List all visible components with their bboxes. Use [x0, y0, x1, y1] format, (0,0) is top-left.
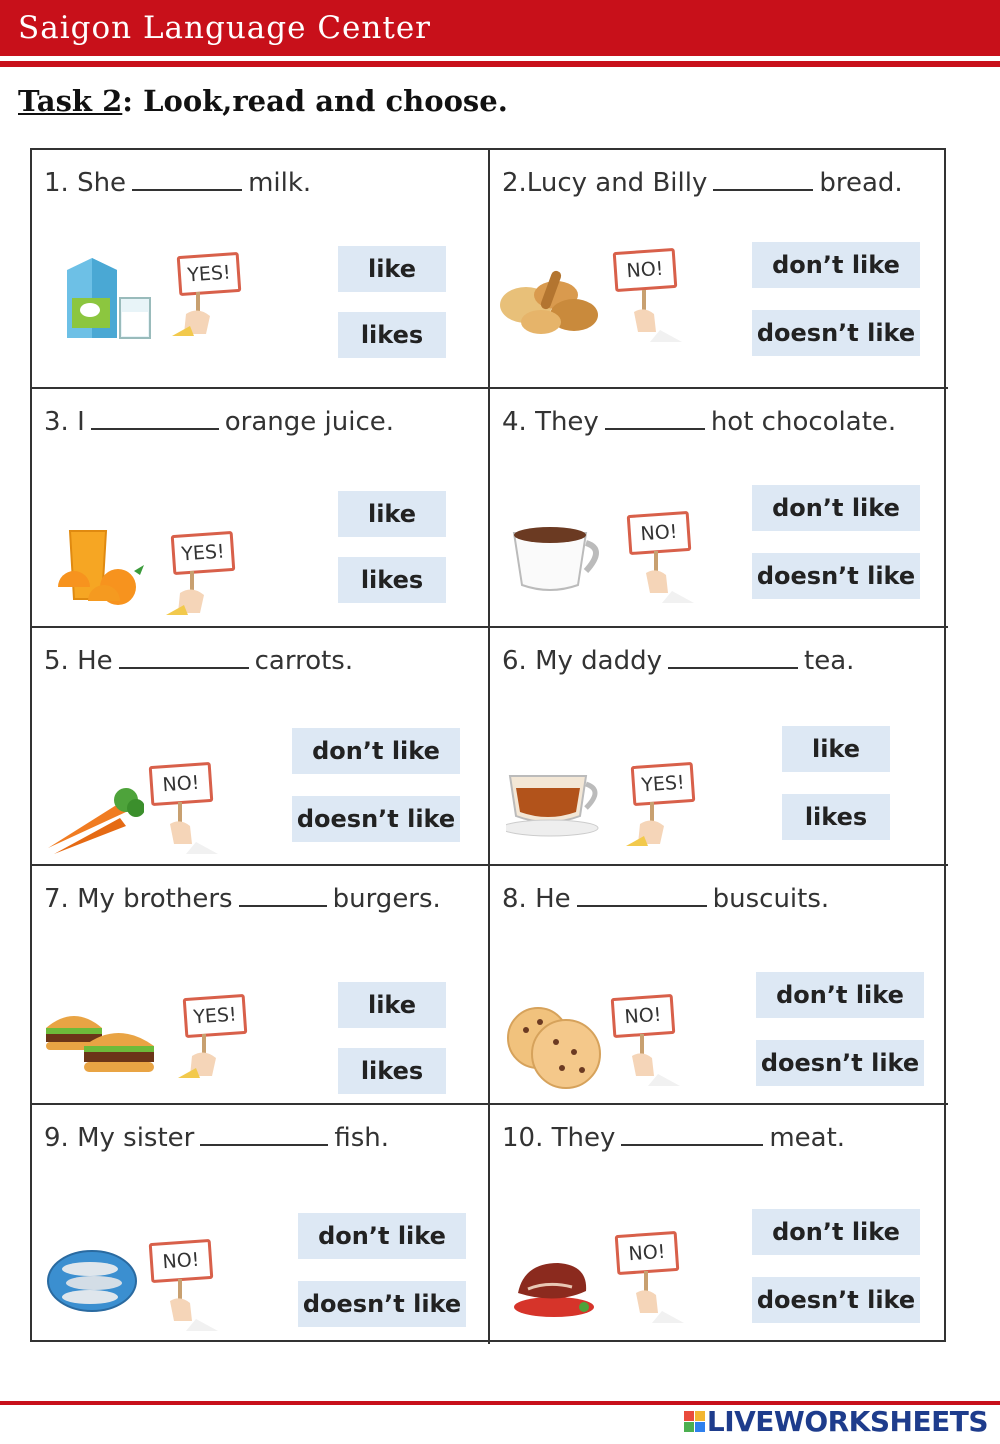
option-doesnt-like[interactable]: doesn’t like: [752, 1277, 920, 1323]
option-like[interactable]: like: [338, 246, 446, 292]
no-sign: NO!: [628, 513, 690, 553]
hand-icon: [166, 802, 218, 854]
carrots-icon: [44, 778, 144, 858]
option-doesnt-like[interactable]: doesn’t like: [752, 553, 920, 599]
question-text: 7. My brothers burgers.: [44, 884, 441, 915]
question-cell-1: [32, 150, 490, 389]
option-likes[interactable]: likes: [782, 794, 890, 840]
task-number: Task 2: [18, 84, 123, 118]
question-text: 6. My daddy tea.: [502, 645, 855, 676]
option-dont-like[interactable]: don’t like: [292, 728, 460, 774]
task-instruction: : Look,read and choose.: [122, 84, 508, 118]
question-cell-5: [32, 628, 490, 867]
option-dont-like[interactable]: don’t like: [298, 1213, 466, 1259]
question-cell-3: [32, 389, 490, 628]
question-cell-4: [490, 389, 948, 628]
question-text: 9. My sister fish.: [44, 1123, 390, 1154]
option-like[interactable]: like: [338, 491, 446, 537]
option-doesnt-like[interactable]: doesn’t like: [292, 796, 460, 842]
question-text: 10. They meat.: [502, 1123, 846, 1154]
answer-blank[interactable]: [132, 169, 242, 191]
yes-sign: YES!: [184, 996, 246, 1036]
no-sign: NO!: [150, 764, 212, 804]
exercise-grid: [30, 148, 946, 1342]
hand-icon: [178, 1034, 228, 1079]
option-dont-like[interactable]: don’t like: [752, 242, 920, 288]
task-title: [18, 84, 508, 118]
no-sign: NO!: [614, 250, 676, 290]
question-cell-8: [490, 866, 948, 1105]
fish-icon: [46, 1245, 140, 1315]
milk-carton-icon: [62, 250, 157, 345]
answer-blank[interactable]: [668, 647, 798, 669]
yes-sign: YES!: [632, 764, 694, 804]
option-dont-like[interactable]: don’t like: [752, 485, 920, 531]
option-like[interactable]: like: [338, 982, 446, 1028]
option-doesnt-like[interactable]: doesn’t like: [298, 1281, 466, 1327]
no-sign: NO!: [150, 1241, 212, 1281]
header-divider: [0, 61, 1000, 67]
yes-sign: YES!: [172, 533, 234, 573]
option-doesnt-like[interactable]: doesn’t like: [756, 1040, 924, 1086]
footer-brand-text: LIVEWORKSHEETS: [706, 1405, 988, 1438]
question-cell-9: [32, 1105, 490, 1344]
bread-icon: [496, 260, 606, 340]
hand-icon: [166, 1279, 218, 1331]
question-text: 4. They hot chocolate.: [502, 406, 897, 437]
answer-blank[interactable]: [200, 1124, 328, 1146]
burgers-icon: [44, 1002, 160, 1082]
question-text: 5. He carrots.: [44, 645, 354, 676]
answer-blank[interactable]: [605, 408, 705, 430]
option-doesnt-like[interactable]: doesn’t like: [752, 310, 920, 356]
option-likes[interactable]: likes: [338, 1048, 446, 1094]
hand-icon: [626, 802, 676, 847]
question-cell-7: [32, 866, 490, 1105]
header-title: Saigon Language Center: [18, 10, 431, 46]
question-text: 1. She milk.: [44, 168, 312, 198]
option-dont-like[interactable]: don’t like: [752, 1209, 920, 1255]
liveworksheets-logo-icon: [684, 1411, 705, 1432]
meat-icon: [508, 1253, 600, 1323]
hand-icon: [630, 290, 682, 342]
option-dont-like[interactable]: don’t like: [756, 972, 924, 1018]
orange-juice-icon: [48, 529, 148, 609]
yes-sign: YES!: [178, 254, 240, 294]
hand-icon: [632, 1271, 684, 1323]
footer-brand[interactable]: [684, 1405, 988, 1438]
option-like[interactable]: like: [782, 726, 890, 772]
answer-blank[interactable]: [119, 647, 249, 669]
answer-blank[interactable]: [239, 885, 327, 907]
hand-icon: [642, 551, 694, 603]
biscuits-icon: [500, 1002, 610, 1092]
option-likes[interactable]: likes: [338, 557, 446, 603]
question-cell-10: [490, 1105, 948, 1344]
hand-icon: [172, 292, 222, 337]
answer-blank[interactable]: [621, 1124, 763, 1146]
hot-chocolate-icon: [510, 523, 610, 603]
question-text: 2.Lucy and Billy bread.: [502, 168, 903, 198]
no-sign: NO!: [616, 1233, 678, 1273]
answer-blank[interactable]: [577, 885, 707, 907]
question-text: 3. I orange juice.: [44, 406, 395, 437]
hand-icon: [166, 571, 216, 616]
hand-icon: [628, 1034, 680, 1086]
answer-blank[interactable]: [91, 408, 219, 430]
option-likes[interactable]: likes: [338, 312, 446, 358]
answer-blank[interactable]: [713, 169, 813, 191]
no-sign: NO!: [612, 996, 674, 1036]
tea-icon: [506, 762, 610, 842]
question-text: 8. He buscuits.: [502, 884, 830, 915]
question-cell-6: [490, 628, 948, 867]
question-cell-2: [490, 150, 948, 389]
